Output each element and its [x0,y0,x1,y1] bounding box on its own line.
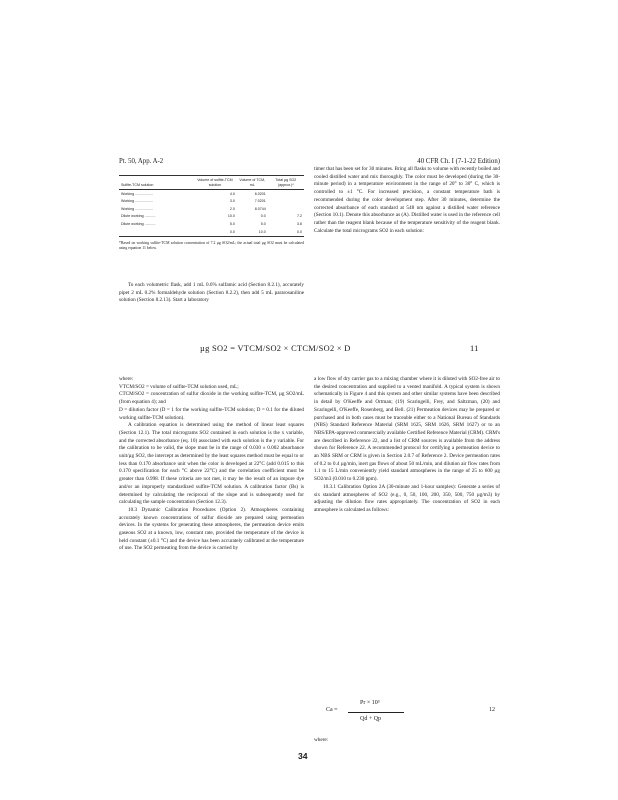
table-cell: 0.0 [268,228,304,236]
table-cell [268,190,304,198]
table-cell: 7.0201 [254,199,266,204]
paragraph: where: [119,376,134,382]
paragraph: a low flow of dry carrier gas to a mixing chamber where it is diluted with SO2-free air to the desired concentration and supplied to a vented manifold. A typical system is shown schematically in Figure 4 and this system and other similar systems have been described in detail by O'Keeffe and Ortman; (19) Scaringelli, Frey, and Saltzman, (20) and Scaringelli, O'Keeffe, Rosenberg, and Bell. (21) Permeation devices may be prepared or purchased and in both cases must be traceable either to a National Bureau of Standards (NBS) Standard Reference Material (SRM 1625, SRM 1626, SRM 1627) or to an NBS/EPA-approved commercially available Certified Reference Material (CRM). CRM's are described in Reference 22, and a list of CRM sources is available from the address shown for Reference 22. A recommended protocol for certifying a permeation device to an NBS SRM or CRM is given in Section 2.0.7 of Reference 2. Device permeation rates of 0.2 to 0.4 µg/min, inert gas flows of about 50 mL/min, and dilution air flow rates from 1.1 to 15 L/min conveniently yield standard atmospheres in the range of 25 to 600 µg SO2/m3 (0.010 to 0.230 ppm). [314,376,501,483]
paragraph: timer that has been set for 30 minutes. Bring all flasks to volume with recently boiled and cooled distilled water and mix thoroughly. The color must be developed (during the 30-minute period) in a temperature environment in the range of 20° to 30° C, which is controlled to ±1 °C. For increased precision, a constant temperature bath is recommended during the color development step. After 30 minutes, determine the corrected absorbance of each standard at 548 nm against a distilled water reference (Section 10.1). Denote this absorbance as (A). Distilled water is used in the reference cell rather than the reagent blank because of the temperature sensitivity of the reagent blank. Calculate the total micrograms SO2 in each solution: [314,166,500,234]
table-cell: 5.0 [229,222,235,227]
table-footnote: *Based on working sulfite-TCM solution concentration of 7.2 µg SO2/mL; the actual total µg SO2 must be calculated using equation 11 below. [119,240,304,250]
equation-12-numerator: Pr × 10³ [360,700,380,706]
table-cell: 4.0 [229,191,235,196]
table-cell: 3.0 [229,199,235,204]
table-row [119,221,304,229]
table-cell: 0.0 [193,228,237,236]
table-header-solution: Sulfite-TCM solution [119,176,193,190]
table-row [119,198,304,206]
running-head-right: 40 CFR Ch. I (7-1-22 Edition) [417,158,500,165]
table-cell [119,228,193,236]
equation-12-denominator: Qd + Qp [360,716,382,722]
table-cell: 10.0 [227,214,235,219]
table-cell: Working .................. [121,206,154,211]
table-cell: 6.0201 [254,191,266,196]
table-header-total-so2: Total µg SO2 (approx.)* [268,176,304,190]
table-cell: 2.0 [229,206,235,211]
equation-12-lhs: Ca = [326,707,338,713]
table-cell [268,198,304,206]
table-cell: 7.2 [297,214,302,219]
definition: D = dilution factor (D = 1 for the working sulfite-TCM solution; D = 0.1 for the diluted working sulfite-TCM solution). [119,406,304,421]
table-row [119,190,304,198]
table-cell: 8.0744 [254,206,266,211]
page-number: 34 [298,751,308,761]
where-label: where: [314,737,329,743]
running-head-left: Pt. 50, App. A-2 [119,158,164,165]
equation-11: µg SO2 = VTCM/SO2 × CTCM/SO2 × D [200,344,351,353]
table-row [119,228,304,236]
table-cell: Working .................. [121,199,154,204]
table-row [119,205,304,213]
table-cell: Working .................. [121,191,154,196]
right-column-top [314,166,500,235]
left-column-bottom [119,376,304,553]
table-cell: 10.0 [237,228,268,236]
table-cell: Dilute working ........... [121,222,156,227]
table-cell: 5.0 [260,222,266,227]
table-cell: 3.6 [297,222,302,227]
calibration-table [119,175,304,237]
equation-11-number: 11 [470,344,479,353]
left-column-top [119,282,304,305]
definition: VTCM/SO2 = volume of sulfite-TCM solution used, mL; [119,383,239,390]
paragraph: 10.3.1 Calibration Option 2A (30-minute and 1-hour samples): Generate a series of six standard atmospheres of SO2 (e.g., 0, 50, 100, 200, 350, 500, 750 µg/m3) by adjusting the dilution flow rates appropriately. The concentration of SO2 in each atmosphere is calculated as follows: [314,483,500,513]
table-row [119,213,304,221]
fraction-bar [348,712,404,713]
paragraph: A calibration equation is determined using the method of linear least squares (Section 12.1). The total micrograms SO2 contained in each solution is the x variable, and the corrected absorbance (eq. 10) associated with each solution is the y variable. For the calibration to be valid, the slope must be in the range of 0.030 ± 0.002 absorbance unit/µg SO2, the intercept as determined by the least squares method must be equal to or less than 0.170 absorbance unit when the color is developed at 22°C (add 0.015 to this 0.170 specification for each °C above 22°C) and the correlation coefficient must be greater than 0.998. If these criteria are not met, it may be the result of an impure dye and/or an improperly standardized sulfite-TCM solution. A calibration factor (Bs) is determined by calculating the reciprocal of the slope and is subsequently used for calculating the sample concentration (Section 12.3). [119,422,304,506]
table-cell: 0.0 [260,214,266,219]
table-header-volume-tcm: Volume of TCM, mL [237,176,268,190]
paragraph: 10.3 Dynamic Calibration Procedures (Option 2). Atmospheres containing accurately known concentrations of sulfur dioxide are prepared using permeation devices. In the systems for generating these atmospheres, the permeation device emits gaseous SO2 at a known, low, constant rate, provided the temperature of the device is held constant (±0.1 °C) and the device has been accurately calibrated at the temperature of use. The SO2 permeating from the device is carried by [119,506,304,552]
table-cell [268,205,304,213]
paragraph: To each volumetric flask, add 1 mL 0.6% sulfamic acid (Section 8.2.1), accurately pipet 2 mL 0.2% formaldehyde solution (Section 8.2.2), then add 5 mL pararosaniline solution (Section 8.2.13). Start a laboratory [119,282,304,304]
right-column-bottom [314,376,500,515]
table-header-volume-sulfite: Volume of sulfite-TCM solution [193,176,237,190]
calibration-table-block [119,175,304,251]
table-cell: Dilute working ........... [121,214,156,219]
equation-12-number: 12 [489,707,495,713]
definition: CTCM/SO2 = concentration of sulfur dioxide in the working sulfite-TCM, µg SO2/mL (from equation 4); and [119,391,304,406]
